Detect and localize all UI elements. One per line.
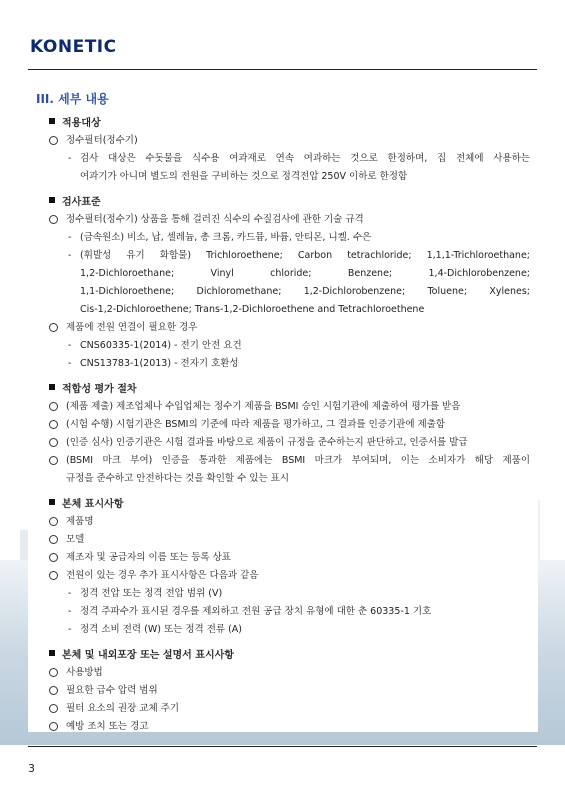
dash-bullet: - bbox=[68, 232, 72, 243]
circle-bullet-icon bbox=[49, 571, 58, 580]
list-item: 전원이 있는 경우 추가 표시사항은 다음과 같음 bbox=[49, 567, 530, 585]
circle-bullet-icon bbox=[49, 704, 58, 713]
sub-item-continuation: Cis-1,2-Dichloroethene; Trans-1,2-Dichloroethene and Tetrachloroethene bbox=[80, 304, 425, 315]
list-item: 제품명 bbox=[49, 513, 530, 531]
heading-manual: 본체 및 내외포장 또는 설명서 표시사항 bbox=[49, 646, 530, 660]
circle-bullet-icon bbox=[49, 438, 58, 447]
circle-bullet-icon bbox=[49, 420, 58, 429]
list-item: (제품 제출) 제조업체나 수입업체는 정수기 제품을 BSMI 승인 시험기관에 제출하여 평가를 받음 bbox=[49, 398, 530, 416]
square-bullet-icon bbox=[49, 197, 55, 203]
square-bullet-icon bbox=[49, 118, 55, 124]
circle-bullet-icon bbox=[49, 323, 58, 332]
list-item: 필터 요소의 권장 교체 주기 bbox=[49, 700, 530, 718]
list-item: 제조자 및 공급자의 이름 또는 등록 상표 bbox=[49, 549, 530, 567]
circle-bullet-icon bbox=[49, 456, 58, 465]
sub-item-continuation: 1,2-Dichloroethane; Vinyl chloride; Benzene; 1,4-Dichlorobenzene; bbox=[80, 268, 530, 279]
section-title: III. 세부 내용 bbox=[36, 92, 109, 106]
list-item: 모델 bbox=[49, 531, 530, 549]
footer-band bbox=[0, 745, 565, 800]
content-panel bbox=[28, 80, 538, 732]
list-item: (시험 수행) 시험기관은 BSMI의 기준에 따라 제품을 평가하고, 그 결과를 인증기관에 제출함 bbox=[49, 416, 530, 434]
footer-divider bbox=[28, 746, 537, 747]
circle-bullet-icon bbox=[49, 136, 58, 145]
dash-bullet: - bbox=[68, 624, 72, 635]
dash-bullet: - bbox=[68, 340, 72, 351]
list-item: 필요한 급수 압력 범위 bbox=[49, 682, 530, 700]
circle-bullet-icon bbox=[49, 686, 58, 695]
list-item: 정수필터(정수기) bbox=[49, 132, 530, 150]
list-item-continuation: 규정을 준수하고 안전하다는 것을 확인할 수 있는 표시 bbox=[66, 473, 290, 484]
page-number: 3 bbox=[28, 762, 35, 775]
sub-item: - 정격 주파수가 표시된 경우를 제외하고 전원 공급 장치 유형에 대한 춘 60335-1 기호 bbox=[68, 603, 530, 621]
circle-bullet-icon bbox=[49, 517, 58, 526]
sub-item: - (휘발성 유기 화합물) Trichloroethene; Carbon tetrachloride; 1,1,1-Trichloroethane; bbox=[68, 247, 530, 265]
sub-item-continuation: 여과기가 아니며 별도의 전원을 구비하는 것으로 정격전압 250V 이하로 한정함 bbox=[80, 171, 408, 182]
list-item: (BSMI 마크 부여) 인증을 통과한 제품에는 BSMI 마크가 부여되며, 이는 소비자가 해당 제품이 bbox=[49, 452, 530, 470]
dash-bullet: - bbox=[68, 358, 72, 369]
dash-bullet: - bbox=[68, 153, 72, 164]
circle-bullet-icon bbox=[49, 402, 58, 411]
list-item: 사용방법 bbox=[49, 664, 530, 682]
circle-bullet-icon bbox=[49, 535, 58, 544]
square-bullet-icon bbox=[49, 650, 55, 656]
list-item: (인증 심사) 인증기관은 시험 결과를 바탕으로 제품이 규정을 준수하는지 판단하고, 인증서를 발급 bbox=[49, 434, 530, 452]
square-bullet-icon bbox=[49, 499, 55, 505]
dash-bullet: - bbox=[68, 588, 72, 599]
dash-bullet: - bbox=[68, 606, 72, 617]
circle-bullet-icon bbox=[49, 553, 58, 562]
sub-item: - 검사 대상은 수돗물을 식수용 여과재로 연속 여과하는 것으로 한정하며, 집 전체에 사용하는 bbox=[68, 150, 530, 168]
sub-item: - (금속원소) 비소, 납, 셀레늄, 총 크롬, 카드뮴, 바륨, 안티몬, 니켈. 수은 bbox=[68, 229, 530, 247]
konetic-logo: KONETIC bbox=[30, 37, 117, 57]
circle-bullet-icon bbox=[49, 668, 58, 677]
heading-scope: 적용대상 bbox=[49, 114, 530, 128]
square-bullet-icon bbox=[49, 384, 55, 390]
sub-item: - 정격 소비 전력 (W) 또는 정격 전류 (A) bbox=[68, 621, 530, 639]
sub-item: - CNS13783-1(2013) - 전자기 호환성 bbox=[68, 355, 530, 373]
header-divider bbox=[28, 69, 537, 70]
circle-bullet-icon bbox=[49, 722, 58, 731]
list-item: 정수필터(정수기) 상품을 통해 걸러진 식수의 수질검사에 관한 기술 규격 bbox=[49, 211, 530, 229]
heading-procedure: 적합성 평가 절차 bbox=[49, 380, 530, 394]
list-item: 예방 조치 또는 경고 bbox=[49, 718, 530, 736]
list-item: 제품에 전원 연결이 필요한 경우 bbox=[49, 319, 530, 337]
sub-item: - 정격 전압 또는 정격 전압 범위 (V) bbox=[68, 585, 530, 603]
heading-labeling: 본체 표시사항 bbox=[49, 495, 530, 509]
heading-standards: 검사표준 bbox=[49, 193, 530, 207]
sub-item: - CNS60335-1(2014) - 전기 안전 요건 bbox=[68, 337, 530, 355]
circle-bullet-icon bbox=[49, 215, 58, 224]
dash-bullet: - bbox=[68, 250, 72, 261]
sub-item-continuation: 1,1-Dichloroethene; Dichloromethane; 1,2-Dichlorobenzene; Toluene; Xylenes; bbox=[80, 286, 530, 297]
